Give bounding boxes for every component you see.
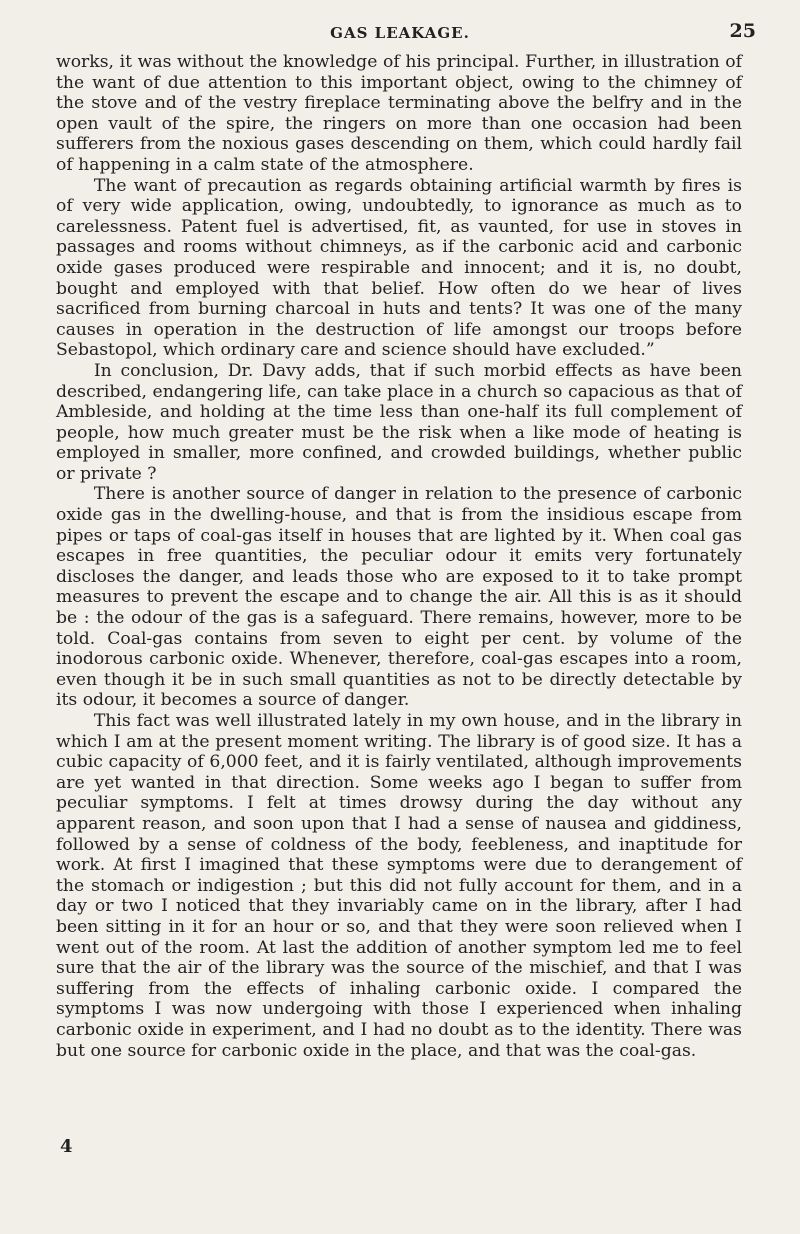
paragraph-precaution: The want of precaution as regards obtaining artificial warmth by fires is of very wide application, owing, undoubtedly, to ignorance as much as to carelessness. Patent fuel is advertised, fit, as vaunted, for use in stoves in passages and rooms without chimneys, as if the carbonic acid and carbonic oxide gases produced were respirable and innocent; and it is, no doubt, bought and employed with that belief. How often do we hear of lives sacrificed from burning charcoal in huts and tents? It was one of the many causes in operation in the destruction of life amongst our troops before Sebastopol, which ordinary care and science should have excluded.” <box>56 175 742 361</box>
paragraph-conclusion: In conclusion, Dr. Davy adds, that if such morbid effects as have been described, endangering life, can take place in a church so capacious as that of Ambleside, and holding at the time less than one-half its full complement of people, how much greater must be the risk when a like mode of heating is employed in smaller, more confined, and crowded buildings, whether public or private ? <box>56 360 742 484</box>
paragraph-continuation: works, it was without the knowledge of his principal. Further, in illustration of the want of due attention to this important object, owing to the chimney of the stove and of the vestry fireplace terminating above the belfry and in the open vault of the spire, the ringers on more than one occasion had been sufferers from the noxious gases descending on them, which could hardly fail of happening in a calm state of the atmosphere. <box>56 52 742 175</box>
body-text <box>56 52 742 1061</box>
running-title: GAS LEAKAGE. <box>330 24 470 42</box>
signature-mark: 4 <box>60 1136 73 1157</box>
paragraph-coal-gas: There is another source of danger in relation to the presence of carbonic oxide gas in the dwelling-house, and that is from the insidious escape from pipes or taps of coal-gas itself in houses that are lighted by it. When coal gas escapes in free quantities, the peculiar odour it emits very fortunately discloses the danger, and leads those who are exposed to it to take prompt measures to prevent the escape and to change the air. All this is as it should be : the odour of the gas is a safeguard. There remains, however, more to be told. Coal-gas contains from seven to eight per cent. by volume of the inodorous carbonic oxide. Whenever, therefore, coal-gas escapes into a room, even though it be in such small quantities as not to be directly detectable by its odour, it becomes a source of danger. <box>56 484 742 711</box>
page-number: 25 <box>729 20 756 42</box>
running-head <box>0 20 800 50</box>
paragraph-library: This fact was well illustrated lately in my own house, and in the library in which I am at the present moment writing. The library is of good size. It has a cubic capacity of 6,000 feet, and it is fairly ventilated, although improvements are yet wanted in that direction. Some weeks ago I began to suffer from peculiar symptoms. I felt at times drowsy during the day without any apparent reason, and soon upon that I had a sense of nausea and giddiness, followed by a sense of coldness of the body, feebleness, and inaptitude for work. At first I imagined that these symptoms were due to derangement of the stomach or indigestion ; but this did not fully account for them, and in a day or two I noticed that they invariably came on in the library, after I had been sitting in it for an hour or so, and that they were soon relieved when I went out of the room. At last the addition of another symptom led me to feel sure that the air of the library was the source of the mischief, and that I was suffering from the effects of inhaling carbonic oxide. I compared the symptoms I was now undergoing with those I experienced when inhaling carbonic oxide in experiment, and I had no doubt as to the identity. There was but one source for carbonic oxide in the place, and that was the coal-gas. <box>56 711 742 1061</box>
